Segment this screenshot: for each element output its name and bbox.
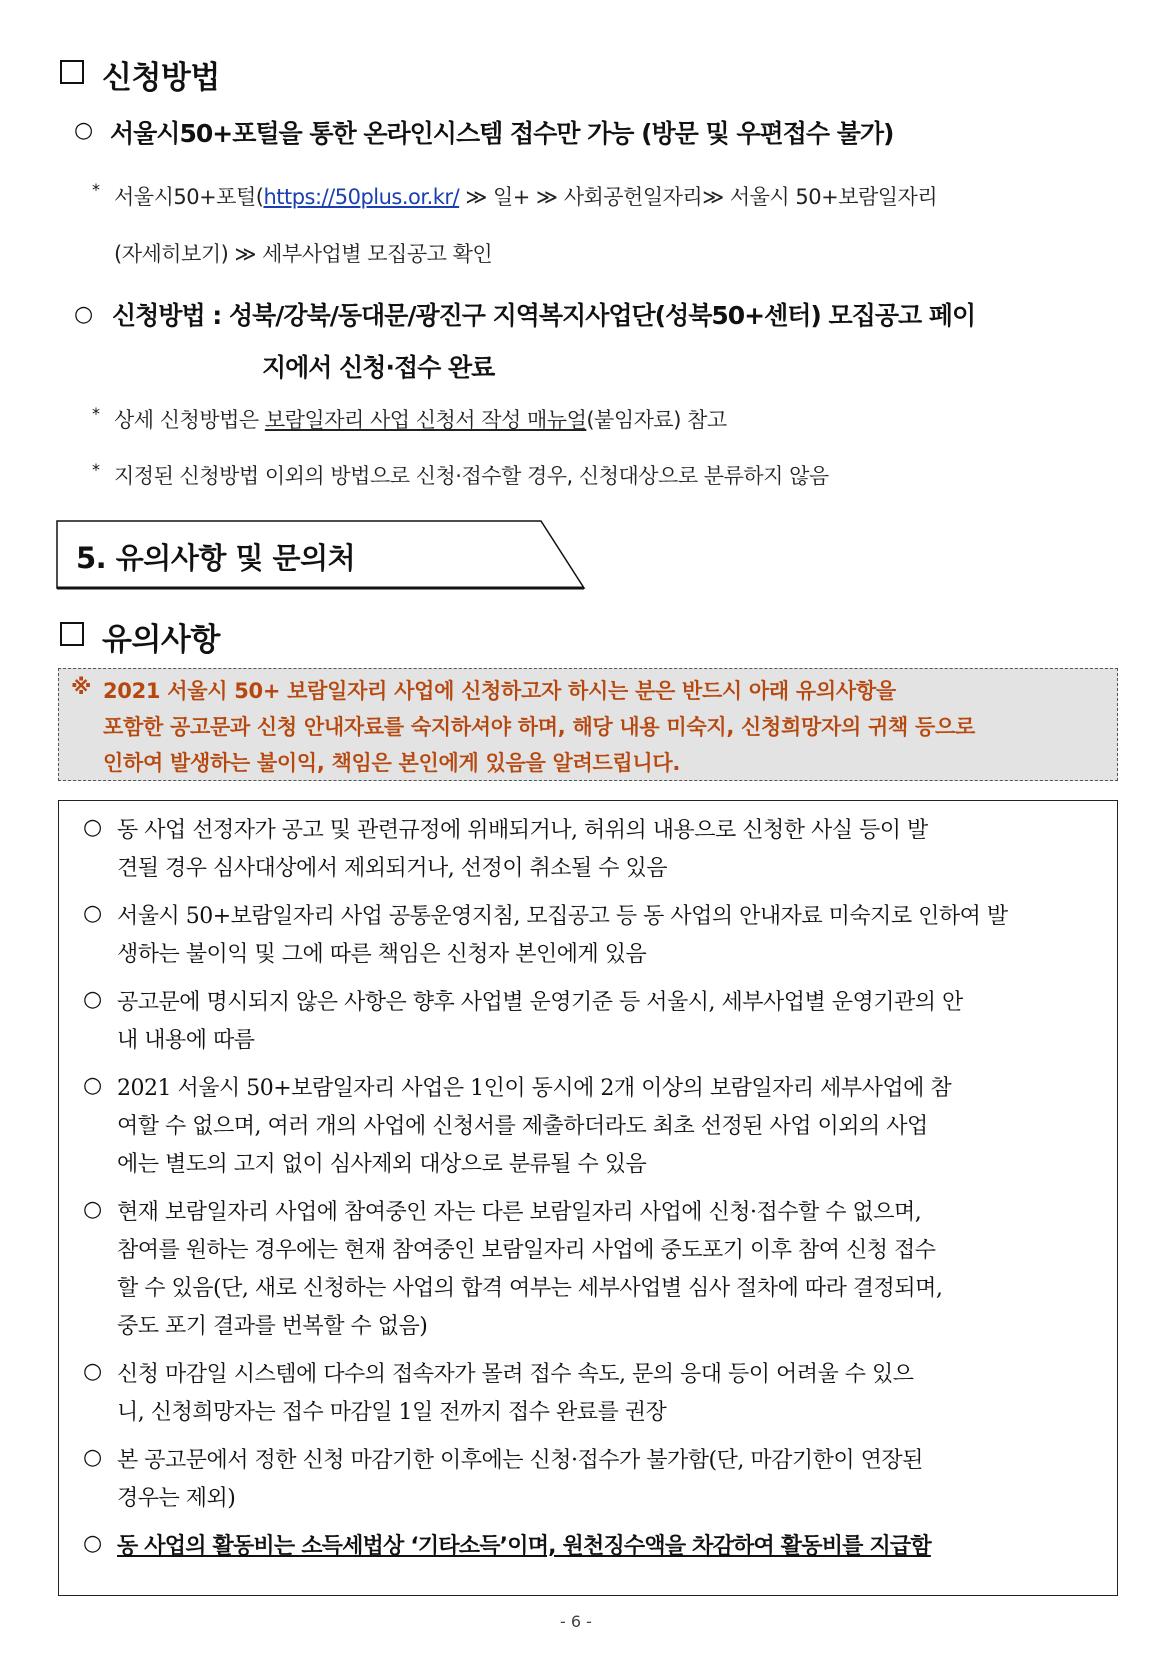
manual-underline: 보람일자리 사업 신청서 작성 매뉴얼 xyxy=(264,408,587,432)
apply-note-1: 서울시50+포털(https://50plus.or.kr/ ≫ 일+ ≫ 사회공헌일자리≫ 서울시 50+보람일자리 xyxy=(114,185,938,209)
caution-item-6-line2: 니, 신청희망자는 접수 마감일 1일 전까지 접수 완료를 권장 xyxy=(117,1400,667,1425)
apply-bullet-2-line1: 신청방법 : 성북/강북/동대문/광진구 지역복지사업단(성북50+센터) 모집공고 페이 xyxy=(112,301,976,330)
bullet-circle-icon: ○ xyxy=(83,1445,103,1470)
caution-item-3-line2: 내 내용에 따름 xyxy=(117,1028,255,1053)
checkbox-square-icon xyxy=(60,622,84,646)
caution-item-2-line1: 서울시 50+보람일자리 사업 공통운영지침, 모집공고 등 동 사업의 안내자료 미숙지로 인하여 발 xyxy=(117,904,1008,929)
checkbox-square-icon xyxy=(60,60,84,84)
portal-link[interactable]: https://50plus.or.kr/ xyxy=(263,185,460,209)
caution-item-5-line4: 중도 포기 결과를 번복할 수 없음) xyxy=(117,1314,428,1339)
warning-line-1: 2021 서울시 50+ 보람일자리 사업에 신청하고자 하시는 분은 반드시 아래 유의사항을 xyxy=(103,679,896,703)
caution-item-8-bold: 동 사업의 활동비는 소득세법상 ‘기타소득’이며, 원천징수액을 차감하여 활동비를 지급함 xyxy=(117,1534,931,1559)
caution-item-7-line2: 경우는 제외) xyxy=(117,1486,236,1511)
bullet-circle-icon: ○ xyxy=(83,1531,103,1556)
bullet-circle-icon: ○ xyxy=(83,1197,103,1222)
bullet-circle-icon: ○ xyxy=(83,1359,103,1384)
section-5-title: 5. 유의사항 및 문의처 xyxy=(76,541,356,575)
caution-item-6-line1: 신청 마감일 시스템에 다수의 접속자가 몰려 접수 속도, 문의 응대 등이 어려울 수 있으 xyxy=(117,1362,914,1387)
bullet-circle-icon: ○ xyxy=(83,987,103,1012)
caution-item-4-line3: 에는 별도의 고지 없이 심사제외 대상으로 분류될 수 있음 xyxy=(117,1152,647,1177)
caution-item-5-line1: 현재 보람일자리 사업에 참여중인 자는 다른 보람일자리 사업에 신청·접수할 수 없으며, xyxy=(117,1200,922,1225)
caution-item-5-line2: 참여를 원하는 경우에는 현재 참여중인 보람일자리 사업에 중도포기 이후 참여 신청 접수 xyxy=(117,1238,936,1263)
note-asterisk-icon: * xyxy=(92,404,100,423)
section-title-caution: 유의사항 xyxy=(102,622,220,658)
caution-item-1-line1: 동 사업 선정자가 공고 및 관련규정에 위배되거나, 허위의 내용으로 신청한 사실 등이 발 xyxy=(117,818,928,843)
caution-item-4-line2: 여할 수 없으며, 여러 개의 사업에 신청서를 제출하더라도 최초 선정된 사업 이외의 사업 xyxy=(117,1114,928,1139)
apply-note-1-line2: (자세히보기) ≫ 세부사업별 모집공고 확인 xyxy=(114,242,493,266)
apply-note-3: 지정된 신청방법 이외의 방법으로 신청·접수할 경우, 신청대상으로 분류하지 않음 xyxy=(114,464,829,488)
warning-mark-icon: ※ xyxy=(71,675,92,699)
caution-item-2-line2: 생하는 불이익 및 그에 따른 책임은 신청자 본인에게 있음 xyxy=(117,942,647,967)
caution-item-1-line2: 견될 경우 심사대상에서 제외되거나, 선정이 취소될 수 있음 xyxy=(117,856,667,881)
bullet-circle-icon: ○ xyxy=(83,901,103,926)
caution-items-box xyxy=(58,800,1118,1596)
bullet-circle-icon: ○ xyxy=(83,815,103,840)
note-asterisk-icon: * xyxy=(92,460,100,479)
bullet-circle-icon: ○ xyxy=(83,1073,103,1098)
apply-note-2: 상세 신청방법은 보람일자리 사업 신청서 작성 매뉴얼(붙임자료) 참고 xyxy=(114,408,727,432)
bullet-circle-icon: ○ xyxy=(74,302,94,327)
caution-item-4-line1: 2021 서울시 50+보람일자리 사업은 1인이 동시에 2개 이상의 보람일자리 세부사업에 참 xyxy=(117,1076,952,1101)
note-asterisk-icon: * xyxy=(92,180,100,199)
apply-bullet-2-line2: 지에서 신청·접수 완료 xyxy=(262,353,495,382)
section-title-apply: 신청방법 xyxy=(102,60,220,96)
caution-item-7-line1: 본 공고문에서 정한 신청 마감기한 이후에는 신청·접수가 불가함(단, 마감기한이 연장된 xyxy=(117,1448,923,1473)
bullet-circle-icon: ○ xyxy=(74,118,94,143)
page-number: - 6 - xyxy=(560,1612,592,1631)
warning-line-2: 포함한 공고문과 신청 안내자료를 숙지하셔야 하며, 해당 내용 미숙지, 신청희망자의 귀책 등으로 xyxy=(103,715,975,739)
caution-item-5-line3: 할 수 있음(단, 새로 신청하는 사업의 합격 여부는 세부사업별 심사 절차에 따라 결정되며, xyxy=(117,1276,943,1301)
warning-box xyxy=(58,668,1118,781)
caution-item-3-line1: 공고문에 명시되지 않은 사항은 향후 사업별 운영기준 등 서울시, 세부사업별 운영기관의 안 xyxy=(117,990,963,1015)
apply-bullet-1: 서울시50+포털을 통한 온라인시스템 접수만 가능 (방문 및 우편접수 불가) xyxy=(110,119,894,148)
warning-line-3: 인하여 발생하는 불이익, 책임은 본인에게 있음을 알려드립니다. xyxy=(103,751,681,775)
